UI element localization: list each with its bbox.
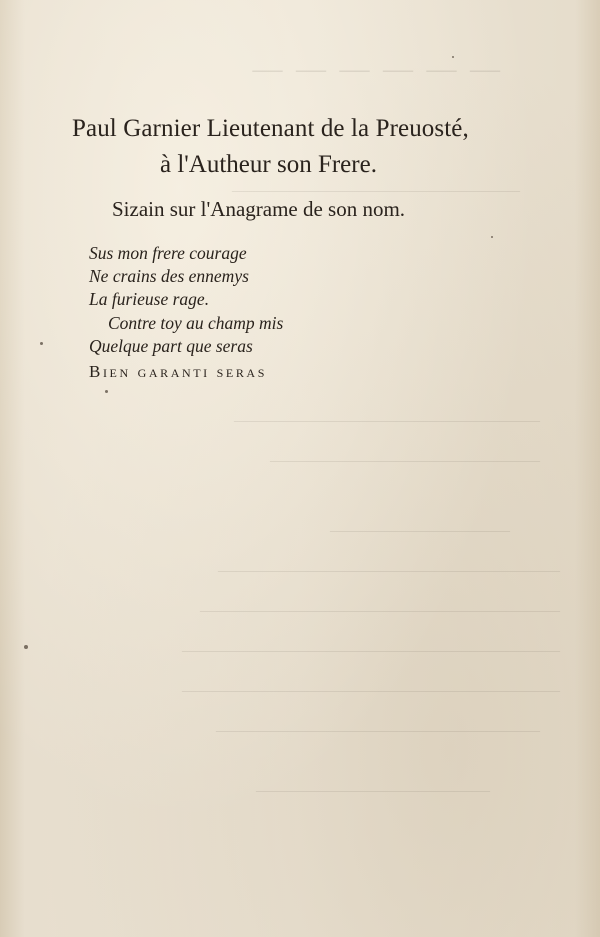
ink-speck: [24, 645, 28, 649]
ink-speck: [491, 236, 493, 238]
ink-speck: [105, 390, 108, 393]
subtitle: Sizain sur l'Anagrame de son nom.: [112, 197, 406, 221]
show-through-text: — — — — — — ———————————————— ————————————————— ——————————————— —————————— ——————————————————— ———————————————————— ————————————————————— ————————————————————— —————————————————— —————————————: [182, 52, 560, 800]
heading-line-2: à l'Autheur son Frere.: [160, 151, 377, 178]
ink-speck: [40, 342, 43, 345]
poem-line-2: Ne crains des ennemys: [89, 266, 249, 286]
poem-line-5: Quelque part que seras: [89, 336, 253, 356]
poem-final-line: Bien garanti seras: [89, 362, 267, 381]
poem-line-3: La furieuse rage.: [89, 289, 210, 309]
ink-speck: [452, 56, 454, 58]
poem-line-1: Sus mon frere courage: [89, 243, 247, 263]
poem-line-4: Contre toy au champ mis: [108, 313, 284, 333]
heading-line-1: Paul Garnier Lieutenant de la Preuosté,: [72, 115, 469, 142]
